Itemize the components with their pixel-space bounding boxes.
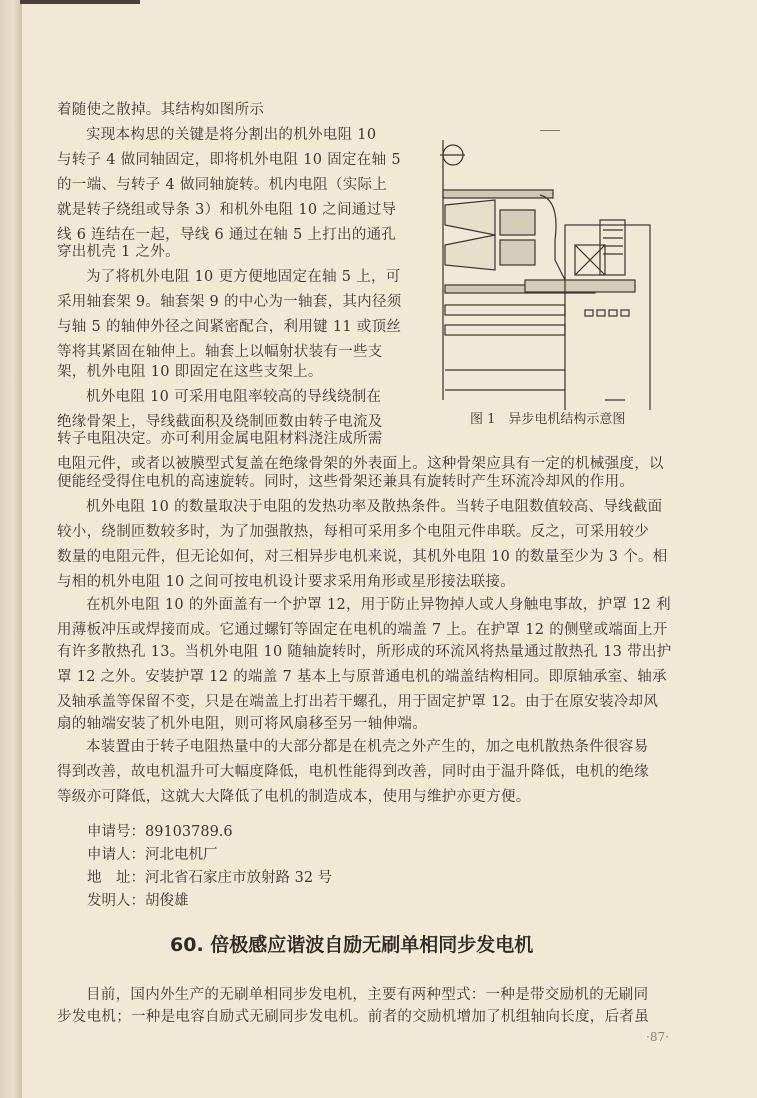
book-spine [0, 0, 22, 1098]
page-number: ·87· [646, 1030, 669, 1044]
paragraph-line: 就是转子绕组或导条 3）和机外电阻 10 之间通过导 [57, 202, 397, 218]
paragraph-line: 绝缘骨架上，导线截面积及绕制匝数由转子电流及 [57, 414, 383, 430]
paragraph-line: 机外电阻 10 的数量取决于电阻的发热功率及散热条件。当转子电阻数值较高、导线截面 [86, 499, 663, 515]
paragraph-line: 得到改善，故电机温升可大幅度降低，电机性能得到改善，同时由于温升降低，电机的绝缘 [57, 764, 649, 780]
paragraph-line: 较小，绕制匝数较多时，为了加强散热，每相可采用多个电阻元件串联。反之，可采用较少 [57, 524, 649, 540]
paragraph-line: 及轴承盖等保留不变，只是在端盖上打出若干螺孔，用于固定护罩 12。由于在原安装冷却风 [57, 694, 659, 710]
paragraph-line: 架，机外电阻 10 即固定在这些支架上。 [57, 364, 323, 380]
paragraph-line: 穿出机壳 1 之外。 [57, 244, 180, 260]
paragraph-line: 在机外电阻 10 的外面盖有一个护罩 12，用于防止异物掉人或人身触电事故，护罩 12 利 [86, 597, 671, 613]
application-number: 申请号：89103789.6 [87, 824, 233, 840]
paragraph-line: 与转子 4 做同轴固定，即将机外电阻 10 固定在轴 5 [57, 152, 401, 168]
paragraph-line: 便能经受得住电机的高速旋转。同时，这些骨架还兼具有旋转时产生环流冷却风的作用。 [57, 474, 635, 490]
paragraph-line: 实现本构思的关键是将分割出的机外电阻 10 [86, 127, 377, 143]
paragraph-line: 转子电阻决定。亦可利用金属电阻材料浇注成所需 [57, 431, 383, 447]
paragraph-line: 罩 12 之外。安装护罩 12 的端盖 7 基本上与原普通电机的端盖结构相同。即原轴承室、轴承 [57, 669, 667, 685]
paragraph-line: 与相的机外电阻 10 之间可按电机设计要求采用角形或星形接法联接。 [57, 574, 516, 590]
inventor: 发明人：胡俊雄 [87, 893, 189, 909]
paragraph-line: 数量的电阻元件，但无论如何，对三相异步电机来说，其机外电阻 10 的数量至少为 3 个。相 [57, 549, 668, 565]
paragraph-line: 等级亦可降低，这就大大降低了电机的制造成本，使用与维护亦更方便。 [57, 789, 531, 805]
section-heading: 60. 倍极感应谐波自励无刷单相同步发电机 [170, 934, 534, 956]
figure-caption: 图 1 异步电机结构示意图 [470, 412, 626, 427]
scan-shadow [20, 0, 140, 4]
paragraph-line: 有许多散热孔 13。当机外电阻 10 随轴旋转时，所形成的环流风将热量通过散热孔 13 带出护 [57, 644, 672, 660]
paragraph-line: 线 6 连结在一起，导线 6 通过在轴 5 上打出的通孔 [57, 227, 397, 243]
address: 地 址：河北省石家庄市放射路 32 号 [87, 870, 333, 886]
paragraph-line: 与轴 5 的轴伸外径之间紧密配合，利用键 11 或顶丝 [57, 319, 402, 335]
paragraph-line: 本装置由于转子电阻热量中的大部分都是在机壳之外产生的，加之电机散热条件很容易 [86, 739, 649, 755]
paragraph-line: 采用轴套架 9。轴套架 9 的中心为一轴套，其内径须 [57, 294, 402, 310]
paragraph-line: 步发电机；一种是电容自励式无刷同步发电机。前者的交励机增加了机组轴向长度，后者虽 [57, 1009, 649, 1025]
paragraph-line: 电阻元件，或者以被膜型式复盖在绝缘骨架的外表面上。这种骨架应具有一定的机械强度，以 [57, 456, 664, 472]
paragraph-line: 用薄板冲压或焊接而成。它通过螺钉等固定在电机的端盖 7 上。在护罩 12 的侧壁或端面上开 [57, 622, 668, 638]
applicant: 申请人：河北电机厂 [87, 847, 218, 863]
paragraph-line: 的一端、与转子 4 做同轴旋转。机内电阻（实际上 [57, 177, 388, 193]
paragraph-line: 扇的轴端安装了机外电阻，则可将风扇移至另一轴伸端。 [57, 716, 427, 732]
paragraph-line: 等将其紧固在轴伸上。轴套上以幅射状装有一些支 [57, 344, 383, 360]
motor-structure-figure [425, 130, 675, 420]
paragraph-line: 机外电阻 10 可采用电阻率较高的导线绕制在 [86, 389, 382, 405]
paragraph-line: 为了将机外电阻 10 更方便地固定在轴 5 上，可 [86, 269, 401, 285]
paragraph-line: 目前，国内外生产的无刷单相同步发电机，主要有两种型式：一种是带交励机的无刷同 [86, 987, 649, 1003]
paragraph-line: 着随使之散掉。其结构如图所示 [57, 102, 265, 118]
